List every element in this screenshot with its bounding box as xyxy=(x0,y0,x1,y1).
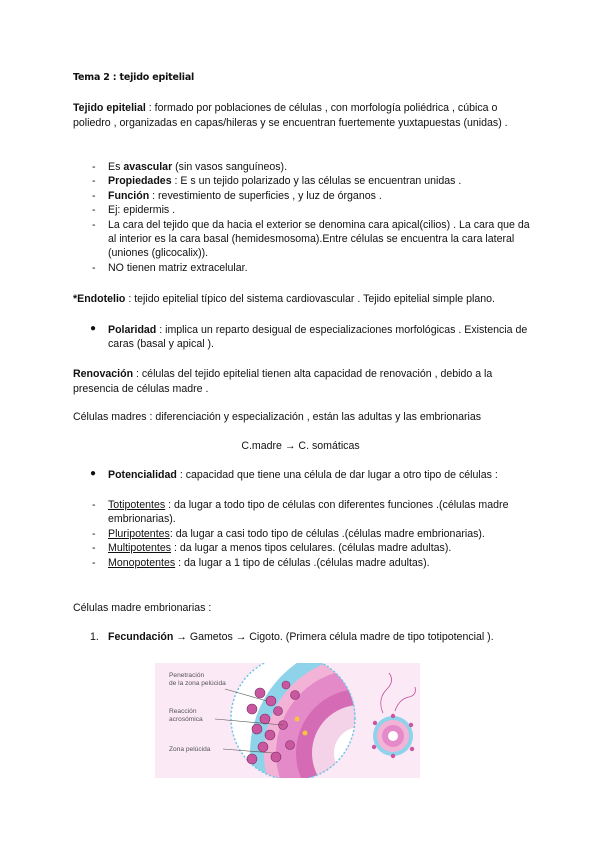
bullet-dot-icon: ● xyxy=(90,323,97,334)
potencialidad-bullet xyxy=(90,468,548,482)
list-item: - Pluripotentes: da lugar a casi todo tipo de células .(células madre embrionarias). xyxy=(90,527,530,541)
label-zona-pelucida: Zona pelúcida xyxy=(169,746,211,753)
embrionarias-heading: Células madre embrionarias : xyxy=(73,602,212,614)
renovacion-text: : células del tejido epitelial tienen alta capacidad de renovación , debido a la presencia de células madre . xyxy=(73,368,493,395)
potencialidad-text: : capacidad que tiene una célula de dar lugar a otro tipo de células : xyxy=(176,469,498,481)
polaridad-bullet xyxy=(90,323,548,352)
potencialidad-term: Potencialidad xyxy=(108,469,177,481)
polaridad-term: Polaridad xyxy=(108,324,157,336)
label-acrosomica: acrosómica xyxy=(169,716,203,723)
polaridad-text: : implica un reparto desigual de especializaciones morfológicas . Existencia de caras (basal y apical ). xyxy=(108,324,528,351)
potencies-list xyxy=(90,498,530,570)
definition-term: Tejido epitelial xyxy=(73,102,146,114)
fecundacion-text: → Gametos → Cigoto. (Primera célula madre de tipo totipotencial ). xyxy=(173,631,494,643)
list-item: - Función : revestimiento de superficies , y luz de órganos . xyxy=(90,189,530,203)
fecundacion-term: Fecundación xyxy=(108,631,174,643)
endotelio-term: *Endotelio xyxy=(73,293,126,305)
renovacion-term: Renovación xyxy=(73,368,134,380)
fertilization-illustration xyxy=(155,663,420,778)
madres-line: Células madres : diferenciación y especialización , están las adultas y las embrionarias xyxy=(73,411,482,423)
fecundacion-item xyxy=(90,630,548,645)
label-zona-pelucida-1: de la zona pelúcida xyxy=(169,680,226,687)
list-item: - Propiedades : E s un tejido polarizado y las células se encuentran unidas . xyxy=(90,174,530,188)
page-title: Tema 2 : tejido epitelial xyxy=(73,72,195,83)
list-item: - Totipotentes : da lugar a todo tipo de células con diferentes funciones .(células madre embrionarias). xyxy=(90,498,530,527)
list-item: - Monopotentes : da lugar a 1 tipo de células .(células madre adultas). xyxy=(90,556,530,570)
properties-list xyxy=(90,160,530,275)
label-reaccion: Reacción xyxy=(169,708,197,715)
definition-paragraph xyxy=(73,101,528,131)
endotelio-text: : tejido epitelial típico del sistema cardiovascular . Tejido epitelial simple plano. xyxy=(125,293,495,305)
item-number: 1. xyxy=(90,631,99,643)
list-item: - Es avascular (sin vasos sanguíneos). xyxy=(90,160,530,174)
list-item: - La cara del tejido que da hacia el exterior se denomina cara apical(cilios) . La cara que da al interior es la cara basal (hemidesmosoma).Entre células se encuentra la cara lateral (uniones (glicocalix)). xyxy=(90,218,530,261)
endotelio-paragraph xyxy=(73,292,528,307)
list-item: - Ej: epidermis . xyxy=(90,203,530,217)
list-item: - NO tienen matriz extracelular. xyxy=(90,261,530,275)
label-penetracion: Penetración xyxy=(169,672,205,679)
list-item: - Multipotentes : da lugar a menos tipos celulares. (células madre adultas). xyxy=(90,541,530,555)
renovacion-paragraph xyxy=(73,367,528,397)
arrow-line: C.madre → C. somáticas xyxy=(241,440,360,452)
definition-text: : formado por poblaciones de células , con morfología poliédrica , cúbica o poliedro , organizadas en capas/hileras y se encuentran fuertemente yuxtapuestas (unidas) . xyxy=(73,102,508,129)
bullet-dot-icon: ● xyxy=(90,468,97,479)
